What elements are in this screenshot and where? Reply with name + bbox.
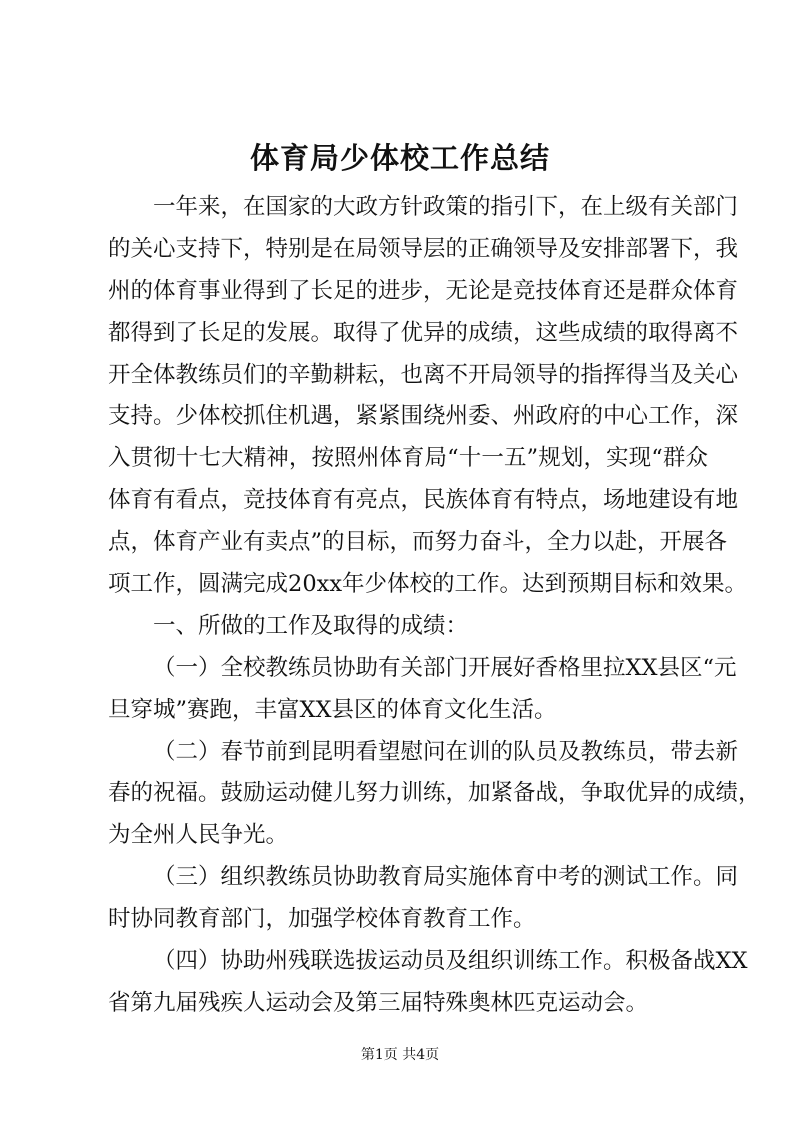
body-line: 点，体育产业有卖点”的目标，而努力奋斗，全力以赴，开展各 (108, 529, 728, 556)
list-item-line: 旦穿城”赛跑，丰富XX县区的体育文化生活。 (108, 696, 557, 723)
body-line: 一年来，在国家的大政方针政策的指引下，在上级有关部门 (153, 194, 739, 220)
document-body (108, 187, 761, 1025)
body-line: 入贯彻十七大精神，按照州体育局“十一五”规划，实现“群众 (108, 445, 708, 472)
page-number-footer: 第1页 共4页 (360, 1047, 440, 1063)
list-item-line: 为全州人民争光。 (108, 822, 289, 849)
section-heading: 一、所做的工作及取得的成绩： (153, 612, 469, 639)
body-line: 都得到了长足的发展。取得了优异的成绩，这些成绩的取得离不 (108, 319, 739, 346)
list-item-line: （二）春节前到昆明看望慰问在训的队员及教练员，带去新 (153, 738, 739, 765)
list-item-line: （一）全校教练员协助有关部门开展好香格里拉XX县区“元 (153, 654, 737, 681)
list-item-line: 时协同教育部门，加强学校体育教育工作。 (108, 906, 536, 933)
list-item-line: 省第九届残疾人运动会及第三届特殊奥林匹克运动会。 (108, 989, 649, 1016)
list-item-line: （三）组织教练员协助教育局实施体育中考的测试工作。同 (153, 864, 739, 891)
body-line: 体育有看点，竞技体育有亮点，民族体育有特点，场地建设有地 (108, 487, 739, 514)
body-line: 开全体教练员们的辛勤耕耘，也离不开局领导的指挥得当及关心 (108, 361, 739, 388)
body-line: 支持。少体校抓住机遇，紧紧围绕州委、州政府的中心工作，深 (108, 403, 739, 430)
list-item-line: 春的祝福。鼓励运动健儿努力训练，加紧备战，争取优异的成绩， (108, 780, 761, 807)
body-line: 的关心支持下，特别是在局领导层的正确领导及安排部署下，我 (108, 235, 739, 262)
list-item-line: （四）协助州残联选拔运动员及组织训练工作。积极备战XX (153, 948, 748, 975)
body-line: 项工作，圆满完成20xx年少体校的工作。达到预期目标和效果。 (108, 571, 748, 598)
document-title: 体育局少体校工作总结 (249, 141, 550, 175)
body-line: 州的体育事业得到了长足的进步，无论是竞技体育还是群众体育 (108, 277, 739, 304)
